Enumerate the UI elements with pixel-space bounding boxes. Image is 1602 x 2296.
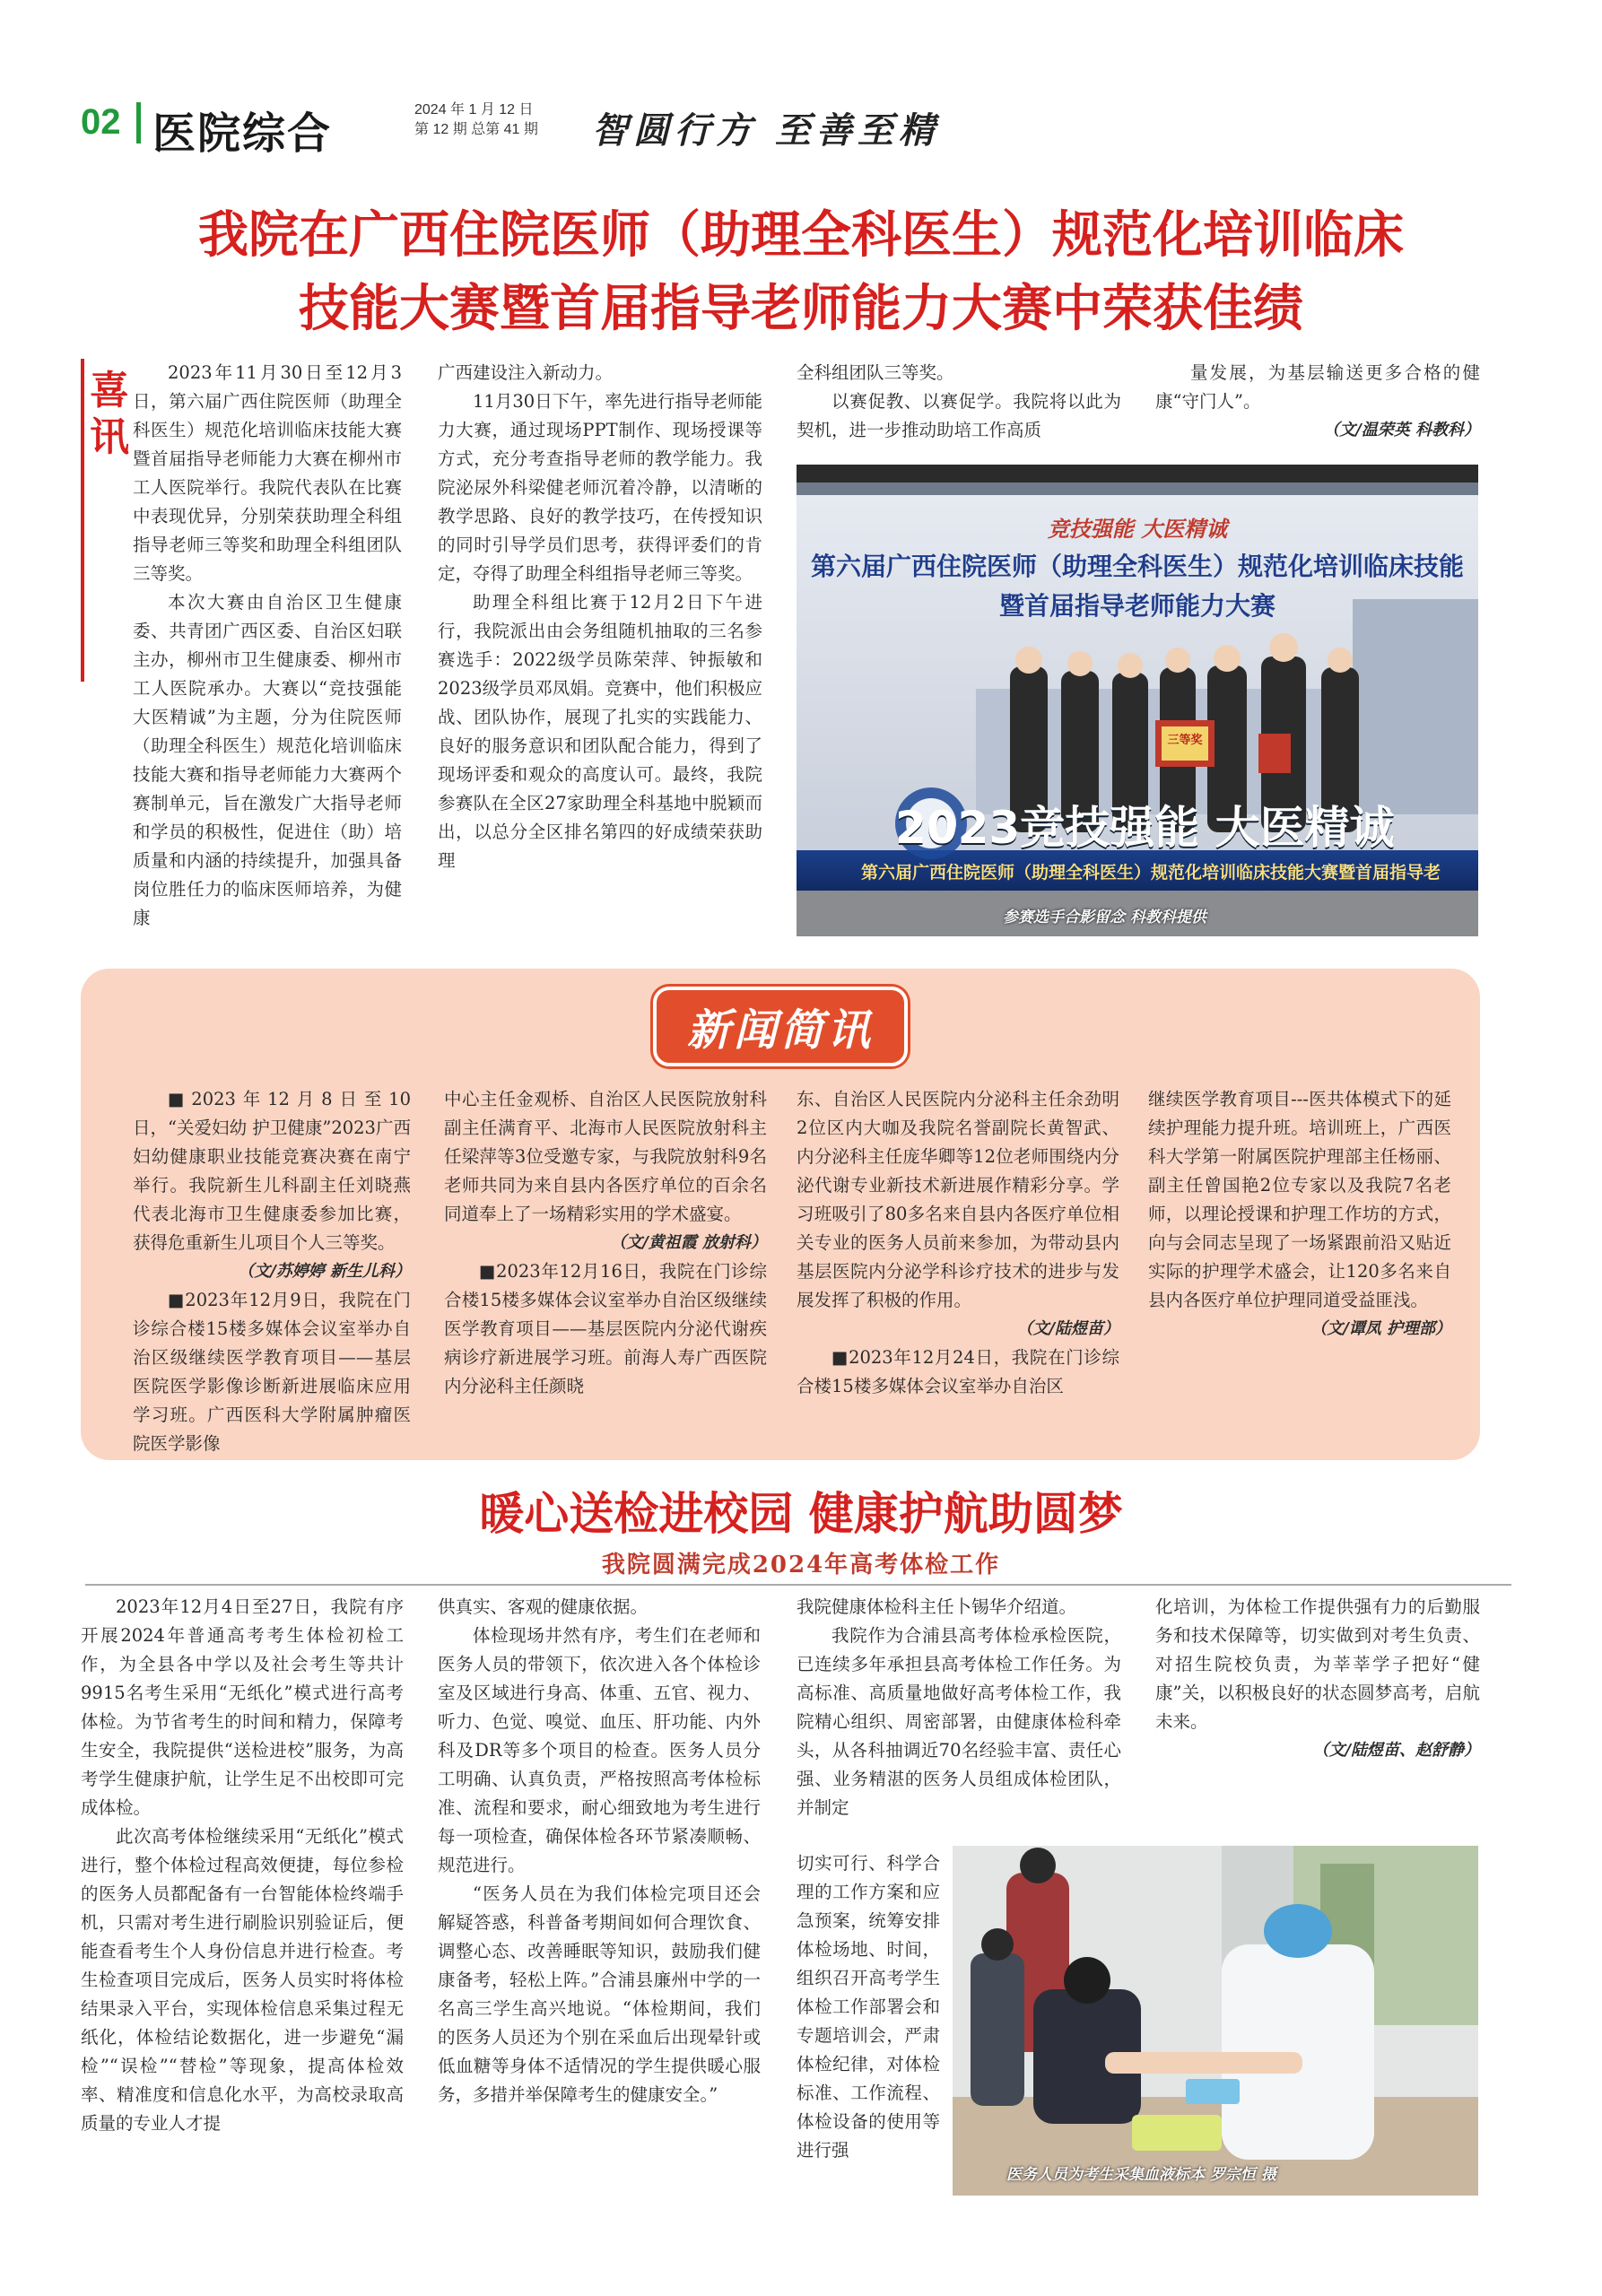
- paragraph: 助理全科组比赛于12月2日下午进行，我院派出由会务组随机抽取的三名参赛选手：2022级学员陈荣萍、钟振敏和2023级学员邓凤娟。竞赛中，他们积极应战、团队协作，展现了扎实的实践能力、良好的服务意识和团队配合能力，得到了现场评委和观众的高度认可。最终，我院参赛队在全区27家助理全科基地中脱颖而出，以总分全区排名第四的好成绩荣获助理: [438, 592, 762, 871]
- page-header: [81, 97, 1525, 159]
- photo2-caption: 医务人员为考生采集血液标本 罗宗恒 摄: [1006, 2166, 1276, 2184]
- news-item: ■2023年12月24日，我院在门诊综合楼15楼多媒体会议室举办自治区: [797, 1347, 1119, 1396]
- page-number: 02: [81, 102, 121, 142]
- article2-column-3: [797, 1593, 1121, 1822]
- paragraph: 化培训，为体检工作提供强有力的后勤服务和技术保障等，切实做到对考生负责、对招生院校负责，为莘莘学子把好“健康”关，以积极良好的状态圆梦高考，启航未来。: [1155, 1596, 1480, 1732]
- article1-column-4: [1155, 359, 1480, 445]
- photo-banner-line1: 第六届广西住院医师（助理全科医生）规范化培训临床技能: [810, 552, 1464, 581]
- news-author: （文/苏婷婷 新生儿科）: [238, 1262, 411, 1281]
- news-author: （文/陆煜苗）: [1016, 1319, 1119, 1338]
- news-column-3: [797, 1085, 1119, 1401]
- certificate-label: 三等奖: [1167, 734, 1203, 747]
- paragraph: 我院作为合浦县高考体检承检医院，已连续多年承担县高考体检工作任务。为高标准、高质量地做好高考体检工作，我院精心组织、周密部署，由健康体检科牵头，从各科抽调近70名经验丰富、责任心强、业务精湛的医务人员组成体检团队，并制定: [797, 1625, 1121, 1818]
- section-title: 医院综合: [152, 109, 333, 159]
- photo-big-slogan: 2023竞技强能 大医精诚: [895, 802, 1395, 854]
- news-column-2: [444, 1085, 767, 1401]
- paragraph: “医务人员在为我们体检完项目还会解疑答惑，科普备考期间如何合理饮食、调整心态、改善睡眠等知识，鼓励我们健康备考，轻松上阵。”合浦县廉州中学的一名高三学生高兴地说。“体检期间，我们的医务人员还为个别在采血后出现晕针或低血糖等身体不适情况的学生提供暖心服务，多措并举保障考生的健康安全。”: [438, 1883, 761, 2105]
- photo-bottom-strip: 第六届广西住院医师（助理全科医生）规范化培训临床技能大赛暨首届指导老: [861, 863, 1441, 883]
- news-item: 继续医学教育项目---医共体模式下的延续护理能力提升班。培训班上，广西医科大学第一附属医院护理部主任杨丽、副主任曾国艳2位专家以及我院7名老师，以理论授课和护理工作坊的方式，向与会同志呈现了一场紧跟前沿又贴近实际的护理学术盛会，让120多名来自县内各医疗单位护理同道受益匪浅。: [1148, 1089, 1451, 1310]
- paragraph: 此次高考体检继续采用“无纸化”模式进行，整个体检过程高效便捷，每位参检的医务人员都配备有一台智能体检终端手机，只需对考生进行刷脸识别验证后，便能查看考生个人身份信息并进行检查。考生检查项目完成后，医务人员实时将体检结果录入平台，实现体检信息采集过程无纸化，体检结论数据化，进一步避免“漏检”“误检”“替检”等现象，提高体检效率、精准度和信息化水平，为高校录取高质量的专业人才提: [81, 1826, 404, 2134]
- news-column-4: [1148, 1085, 1451, 1344]
- news-item: ■2023年12月8日至10日，“关爱妇幼 护卫健康”2023广西妇幼健康职业技能竞赛决赛在南宁举行。我院新生儿科副主任刘晓燕代表北海市卫生健康委参加比赛，获得危重新生儿项目个人三等奖。: [133, 1089, 411, 1253]
- article1-column-2: [438, 359, 762, 875]
- paragraph: 2023年12月4日至27日，我院有序开展2024年普通高考考生体检初检工作，为全县各中学以及社会考生等共计9915名考生采用“无纸化”模式进行高考体检。为节省考生的时间和精力，保障考生安全，我院提供“送检进校”服务，为高考学生健康护航，让学生足不出校即可完成体检。: [81, 1596, 404, 1818]
- tag-text: 喜讯: [90, 368, 129, 460]
- paragraph: 2023年11月30日至12月3日，第六届广西住院医师（助理全科医生）规范化培训临床技能大赛暨首届指导老师能力大赛在柳州市工人医院举行。我院代表队在比赛中表现优异，分别荣获助理全科组指导老师三等奖和助理全科组团队三等奖。: [133, 362, 402, 584]
- news-item: 中心主任金观桥、自治区人民医院放射科副主任满育平、北海市人民医院放射科主任梁萍等3位受邀专家，与我院放射科9名老师共同为来自县内各医疗单位的百余名同道奉上了一场精彩实用的学术盛宴。: [444, 1089, 767, 1224]
- article1-title-line1: 我院在广西住院医师（助理全科医生）规范化培训临床: [198, 206, 1404, 265]
- exam-photo: [953, 1846, 1478, 2196]
- paragraph: 切实可行、科学合理的工作方案和应急预案，统筹安排体检场地、时间，组织召开高考学生体检工作部署会和专题培训会，严肃体检纪律，对体检标准、工作流程、体检设备的使用等进行强: [797, 1853, 940, 2161]
- article2-column-4: [1155, 1593, 1480, 1765]
- news-brief-box: [81, 969, 1480, 1460]
- photo1-caption: 参赛选手合影留念 科教科提供: [1003, 909, 1206, 926]
- issue-date-line: 2024 年 1 月 12 日: [414, 102, 534, 117]
- article1-column-3: [797, 359, 1121, 445]
- paragraph: 广西建设注入新动力。: [438, 362, 614, 383]
- photo-banner-line2: 暨首届指导老师能力大赛: [998, 591, 1276, 621]
- news-item: ■2023年12月9日，我院在门诊综合楼15楼多媒体会议室举办自治区级继续医学教育项目——基层医院医学影像诊断新进展临床应用学习班。广西医科大学附属肿瘤医院医学影像: [133, 1290, 411, 1454]
- news-column-1: [133, 1085, 411, 1458]
- paragraph: 供真实、客观的健康依据。: [438, 1596, 649, 1617]
- header-divider: [136, 102, 141, 144]
- news-item: ■2023年12月16日，我院在门诊综合楼15楼多媒体会议室举办自治区级继续医学教育项目——基层医院内分泌代谢疾病诊疗新进展学习班。前海人寿广西医院内分泌科主任颜晓: [444, 1261, 767, 1396]
- header-slogan: 智圆行方 至善至精: [592, 109, 940, 152]
- news-brief-title: [81, 987, 1480, 1066]
- paragraph: 全科组团队三等奖。: [797, 362, 954, 383]
- issue-number-line: 第 12 期 总第 41 期: [414, 122, 538, 137]
- news-brief-title-text: 新闻简讯: [653, 987, 908, 1066]
- news-item: 东、自治区人民医院内分泌科主任余劲明2位区内大咖及我院名誉副院长黄智武、内分泌科主任庞华卿等12位老师围绕内分泌代谢专业新技术新进展作精彩分享。学习班吸引了80多名来自县内各医疗单位相关专业的医务人员前来参加，为带动县内基层医院内分泌学科诊疗技术的进步与发展发挥了积极的作用。: [797, 1089, 1119, 1310]
- paragraph: 本次大赛由自治区卫生健康委、共青团广西区委、自治区妇联主办，柳州市卫生健康委、柳州市工人医院承办。大赛以“竞技强能 大医精诚”为主题，分为住院医师（助理全科医生）规范化培训临床技能大赛和指导老师能力大赛两个赛制单元，旨在激发广大指导老师和学员的积极性，促进住（助）培质量和内涵的持续提升，加强具备岗位胜任力的临床医师培养，为健康: [133, 592, 402, 928]
- award-group-photo: [797, 465, 1478, 936]
- article2-column-1: [81, 1593, 404, 2138]
- news-author: （文/黄祖霞 放射科）: [610, 1233, 767, 1252]
- paragraph: 以赛促教、以赛促学。我院将以此为契机，进一步推动助培工作高质: [797, 391, 1121, 440]
- news-author: （文/谭凤 护理部）: [1310, 1319, 1451, 1338]
- article2-column-3-wrap: [797, 1849, 940, 2165]
- article1-author: （文/温荣英 科教科）: [1323, 421, 1480, 439]
- article2-column-2: [438, 1593, 761, 2109]
- paragraph: 11月30日下午，率先进行指导老师能力大赛，通过现场PPT制作、现场授课等方式，充分考查指导老师的教学能力。我院泌尿外科梁健老师沉着冷静，以清晰的教学思路、良好的教学技巧，在传授知识的同时引导学员们思考，获得评委们的肯定，夺得了助理全科组指导老师三等奖。: [438, 391, 762, 584]
- article2-author: （文/陆煜苗、赵舒静）: [1312, 1741, 1480, 1760]
- paragraph: 我院健康体检科主任卜锡华介绍道。: [797, 1596, 1077, 1617]
- tag-bar: [81, 359, 84, 682]
- article1-title-line2: 技能大赛暨首届指导老师能力大赛中荣获佳绩: [299, 280, 1303, 338]
- article2-subtitle: 我院圆满完成2024年高考体检工作: [601, 1552, 1001, 1578]
- good-news-tag: [74, 359, 127, 682]
- subtitle-divider: [85, 1584, 1511, 1586]
- paragraph: 体检现场井然有序，考生们在老师和医务人员的带领下，依次进入各个体检诊室及区域进行身高、体重、五官、视力、听力、色觉、嗅觉、血压、肝功能、内外科及DR等多个项目的检查。医务人员分工明确、认真负责，严格按照高考体检标准、流程和要求，耐心细致地为考生进行每一项检查，确保体检各环节紧凑顺畅、规范进行。: [438, 1625, 761, 1875]
- photo-banner-slogan: 竞技强能 大医精诚: [1047, 516, 1228, 542]
- paragraph: 量发展，为基层输送更多合格的健康“守门人”。: [1155, 362, 1480, 412]
- issue-date: [414, 100, 538, 140]
- article1-column-1: [133, 359, 402, 933]
- article2-title: 暖心送检进校园 健康护航助圆梦: [479, 1488, 1123, 1540]
